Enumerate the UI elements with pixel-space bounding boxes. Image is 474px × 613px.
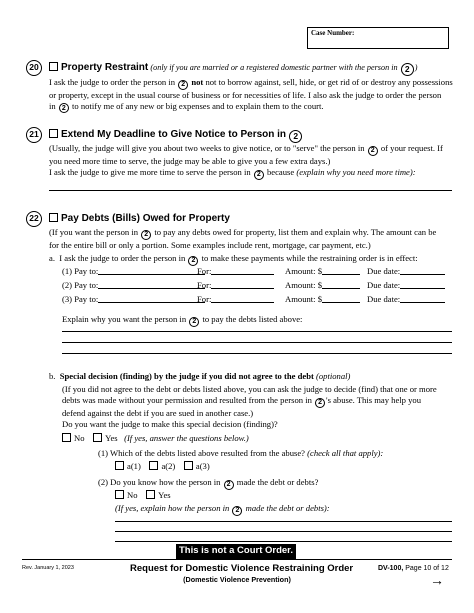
s22b-p2a: debts was made without your permission and resulted from the person in	[62, 395, 312, 406]
section-21-answer-line[interactable]	[49, 190, 452, 191]
yes-label: Yes	[105, 433, 118, 443]
debt-row-2	[62, 280, 205, 291]
s20-line3b: to notify me of any new or big expenses and to explain them to the court.	[72, 100, 324, 111]
opt-a1-label: a(1)	[127, 461, 141, 471]
section-22b-body	[62, 384, 454, 419]
special-decision-yes-checkbox[interactable]	[93, 433, 102, 442]
section-20-body	[49, 77, 454, 113]
s22b-label: b.	[49, 371, 56, 381]
s22-intro2: for the entire bill or only a portion. Some examples include rent, mortgage, car payment, etc.)	[49, 239, 371, 250]
person-2-circle: 2	[401, 63, 414, 76]
s21-line1b: of your request. If	[380, 143, 443, 153]
s22-intro1b: to pay any debts owed for property, list them and explain why. The amount can be	[154, 227, 437, 237]
row-num: (3)	[62, 294, 73, 304]
pay-debts-checkbox[interactable]	[49, 213, 58, 222]
s21-line3a: I ask the judge to give me more time to serve the person in	[49, 167, 251, 177]
s20-line1a: I ask the judge to order the person in	[49, 77, 176, 87]
person-2-circle: 2	[232, 506, 242, 516]
s22b-p2b: 's abuse. This may help you	[326, 395, 422, 406]
footer-title: Request for Domestic Violence Restraining Order	[130, 563, 354, 574]
amount-field[interactable]	[322, 280, 360, 289]
s22b-optional: (optional)	[316, 371, 351, 381]
pay-to-field[interactable]	[98, 266, 205, 275]
section-22-title: Pay Debts (Bills) Owed for Property	[61, 213, 230, 224]
row-pay-to-label: Pay to:	[74, 280, 99, 290]
pay-to-field[interactable]	[98, 280, 205, 289]
row-num: (1)	[62, 266, 73, 276]
opt-a3-label: a(3)	[195, 461, 210, 471]
debt-row-2-amount	[285, 280, 360, 291]
page-number: Page 10 of 12	[405, 565, 449, 572]
debt-row-3-amount	[285, 294, 360, 305]
debt-row-3-for	[197, 294, 274, 305]
row-for-label: For:	[197, 266, 212, 276]
debt-row-1-amount	[285, 266, 360, 277]
s21-line3b: because	[266, 167, 295, 177]
yes-note: (If yes, answer the questions below.)	[124, 433, 249, 443]
q2-note2: made the debt or debts):	[245, 503, 330, 513]
s22b-title: Special decision (finding) by the judge if you did not agree to the debt	[59, 371, 314, 381]
q2-explain-line-1[interactable]	[115, 521, 452, 522]
debt-row-3-due	[367, 294, 445, 305]
question-1-options	[115, 461, 210, 472]
debt-row-3	[62, 294, 205, 305]
section-22-number: 22	[26, 211, 42, 227]
explain-debts-label	[62, 314, 302, 327]
yes-label: Yes	[158, 490, 171, 500]
person-2-circle: 2	[141, 230, 151, 240]
footer-divider	[22, 559, 452, 560]
s22-intro1a: (If you want the person in	[49, 227, 139, 237]
section-21-body	[49, 143, 454, 167]
section-22-heading	[49, 212, 230, 225]
s22-explain2: to pay the debts listed above:	[202, 314, 303, 324]
s22a-text2: to make these payments while the restraining order is in effect:	[201, 253, 418, 263]
q2-text-b: made the debt or debts?	[236, 477, 319, 487]
s22b-p1: (If you did not agree to the debt or debts listed above, you can ask the judge to decide (find) that one or more	[62, 384, 437, 394]
q2-explain-line-2[interactable]	[115, 531, 452, 532]
for-field[interactable]	[211, 294, 274, 303]
section-21-number: 21	[26, 127, 42, 143]
person-2-circle: 2	[189, 317, 199, 327]
row-num: (2)	[62, 280, 73, 290]
person-2-circle: 2	[289, 130, 302, 143]
section-22a-text	[49, 253, 418, 266]
row-due-label: Due date:	[367, 266, 401, 276]
s22b-p3: defend against the debt if you are sued in another case.)	[62, 407, 254, 418]
section-20-heading	[49, 61, 417, 76]
amount-field[interactable]	[322, 294, 360, 303]
for-field[interactable]	[211, 266, 274, 275]
q1-text: (1) Which of the debts listed above resulted from the abuse?	[98, 448, 305, 458]
row-due-label: Due date:	[367, 280, 401, 290]
no-label: No	[74, 433, 85, 443]
amount-field[interactable]	[322, 266, 360, 275]
extend-deadline-checkbox[interactable]	[49, 129, 58, 138]
s21-line1a: (Usually, the judge will give you about two weeks to give notice, or to "serve" the person in	[49, 143, 365, 153]
person-2-circle: 2	[59, 103, 69, 113]
know-how-yes-checkbox[interactable]	[146, 490, 155, 499]
footer-subtitle: (Domestic Violence Prevention)	[183, 575, 291, 584]
s22-explain1: Explain why you want the person in	[62, 314, 187, 324]
section-20-note-end: )	[414, 63, 418, 72]
pay-to-field[interactable]	[98, 294, 205, 303]
explain-line-3[interactable]	[62, 353, 452, 354]
not-court-order-banner: This is not a Court Order.	[176, 544, 296, 559]
q1-note: (check all that apply):	[307, 448, 384, 458]
s20-line2: or property, except in the usual course of business or for necessities of life. I also ask the judge to order the person	[49, 89, 442, 100]
section-20-number: 20	[26, 60, 42, 76]
row-for-label: For:	[197, 294, 212, 304]
question-2-note	[115, 503, 330, 516]
section-21-title: Extend My Deadline to Give Notice to Person in	[61, 129, 287, 140]
s20-line3a: in	[49, 100, 56, 111]
special-decision-options	[62, 433, 249, 444]
row-due-label: Due date:	[367, 294, 401, 304]
section-22b-heading	[49, 371, 350, 382]
s21-line2: you need more time to serve, the judge may be able to give you a few extra days.)	[49, 155, 331, 166]
row-amount-label: Amount: $	[285, 280, 323, 290]
row-pay-to-label: Pay to:	[74, 294, 99, 304]
section-21-request	[49, 167, 416, 180]
q2-note1: (If yes, explain how the person in	[115, 503, 230, 513]
know-how-no-checkbox[interactable]	[115, 490, 124, 499]
special-decision-no-checkbox[interactable]	[62, 433, 71, 442]
case-number-label: Case Number:	[311, 29, 355, 37]
section-21-heading	[49, 128, 303, 143]
due-date-field[interactable]	[400, 280, 445, 289]
s21-line3c: (explain why you need more time):	[296, 167, 416, 177]
debt-a3-checkbox[interactable]	[184, 461, 193, 470]
next-page-arrow-icon[interactable]: →	[430, 572, 444, 588]
question-1	[98, 448, 383, 459]
row-pay-to-label: Pay to:	[74, 266, 99, 276]
opt-a2-label: a(2)	[161, 461, 176, 471]
debt-row-1-for	[197, 266, 274, 277]
person-2-circle: 2	[178, 80, 188, 90]
section-22-intro	[49, 227, 454, 251]
person-2-circle: 2	[368, 146, 378, 156]
row-amount-label: Amount: $	[285, 266, 323, 276]
for-field[interactable]	[211, 280, 274, 289]
section-20-title: Property Restraint	[61, 62, 149, 73]
no-label: No	[127, 490, 138, 500]
explain-line-1[interactable]	[62, 331, 452, 332]
debt-row-1	[62, 266, 205, 277]
row-for-label: For:	[197, 280, 212, 290]
s20-line1b: not to borrow against, sell, hide, or get rid of or destroy any possessions	[205, 77, 453, 87]
person-2-circle: 2	[254, 170, 264, 180]
question-2	[98, 477, 318, 490]
case-number-box[interactable]	[307, 27, 449, 49]
person-2-circle: 2	[188, 256, 198, 266]
explain-line-2[interactable]	[62, 342, 452, 343]
s20-not: not	[191, 77, 204, 87]
q2-explain-line-3[interactable]	[115, 541, 452, 542]
due-date-field[interactable]	[400, 266, 445, 275]
debt-a2-checkbox[interactable]	[149, 461, 158, 470]
property-restraint-checkbox[interactable]	[49, 62, 58, 71]
q2-text-a: (2) Do you know how the person in	[98, 477, 221, 487]
revision-date: Rev. January 1, 2023	[22, 565, 74, 571]
s22a-text1: I ask the judge to order the person in	[59, 253, 186, 263]
debt-row-2-for	[197, 280, 274, 291]
section-20-note: (only if you are married or a registered domestic partner with the person in	[150, 63, 398, 72]
s22a-label: a.	[49, 253, 55, 263]
form-id: DV-100,	[378, 565, 404, 572]
debt-a1-checkbox[interactable]	[115, 461, 124, 470]
question-2-options	[115, 490, 171, 501]
special-decision-question: Do you want the judge to make this special decision (finding)?	[62, 419, 278, 429]
due-date-field[interactable]	[400, 294, 445, 303]
row-amount-label: Amount: $	[285, 294, 323, 304]
debt-row-2-due	[367, 280, 445, 291]
debt-row-1-due	[367, 266, 445, 277]
person-2-circle: 2	[224, 480, 234, 490]
person-2-circle: 2	[315, 398, 325, 408]
